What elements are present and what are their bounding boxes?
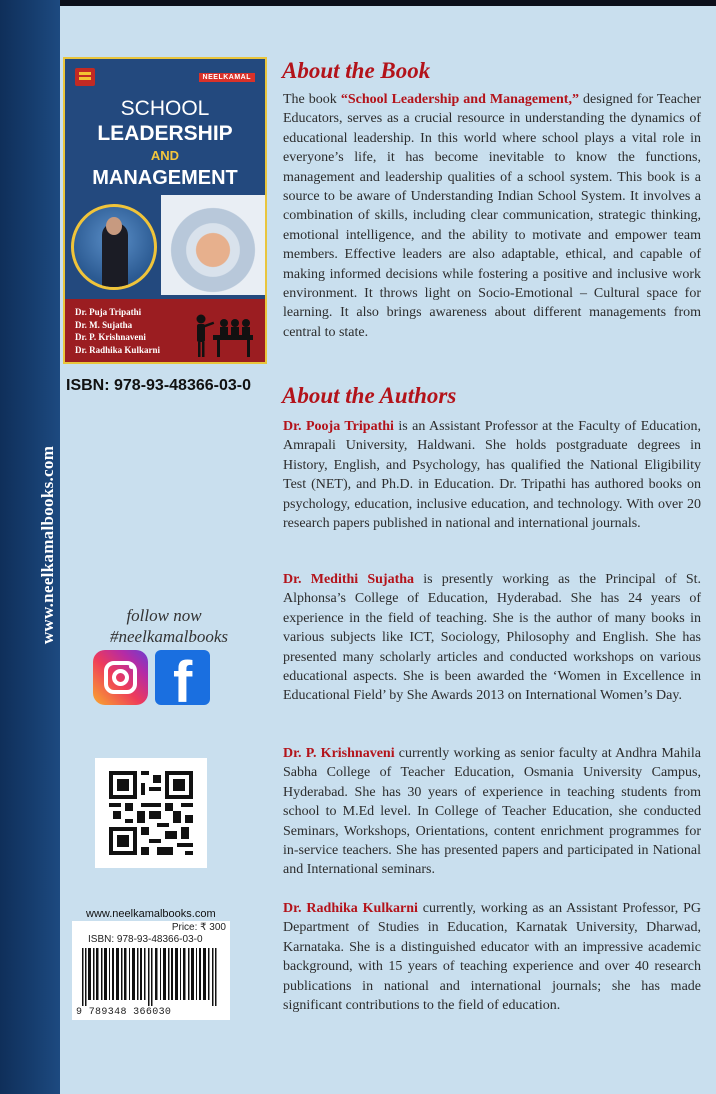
cover-title xyxy=(65,97,265,190)
author-bio-text: currently, working as an Assistant Professor, PG Department of Studies in Education, Karnatak University, Dharwad, Karnataka. She is a distinguished educator with an impressive academic background, with 15 years of teaching experience and over 40 research publications in national and international journals; she has made significant contributions to the field of education. xyxy=(283,901,701,1014)
qr-code xyxy=(95,758,207,868)
author-name: Dr. Pooja Tripathi xyxy=(283,419,394,434)
about-book-text xyxy=(283,90,701,342)
cover-title-line: AND xyxy=(150,148,180,163)
barcode-block xyxy=(72,908,230,1020)
cover-photo-team-hands xyxy=(161,195,265,295)
instagram-icon xyxy=(93,650,148,705)
cover-authors xyxy=(75,306,160,356)
author-bio-text: is an Assistant Professor at the Faculty of Education, Amrapali University, Haldwani. She holds postgraduate degrees in History, English, and Psychology, has qualified the National Eligibility Test (NET), and Ph.D. in Education. Dr. Tripathi has authored books on psychology, education, inclusive education, and technology. With over 20 research papers published in national and international journals. xyxy=(283,419,702,532)
author-bio xyxy=(283,570,701,706)
author-bio-text: currently working as senior faculty at Andhra Mahila Sabha College of Teacher Education, Osmania University Campus, Hyderabad. She has 30 years of experience in teaching students from school to M.Ed level. In College of Teacher Education, she conducted Seminars, Workshops, Orientations, content enrichment programmes for in-service teachers. She has presented papers and participated in National and International seminars. xyxy=(283,746,701,878)
hashtag: #neelkamalbooks xyxy=(110,627,229,646)
cover-author: Dr. P. Krishnaveni xyxy=(75,332,146,342)
book-title-quote: “School Leadership and Management,” xyxy=(340,92,579,107)
price: Price: ₹ 300 xyxy=(171,922,226,933)
meeting-silhouette-icon xyxy=(193,313,259,357)
about-book-intro: The book xyxy=(283,92,341,107)
about-authors-heading: About the Authors xyxy=(282,383,457,408)
about-book-heading: About the Book xyxy=(282,58,431,83)
cover-author: Dr. Radhika Kulkarni xyxy=(75,344,160,355)
spine-website: www.neelkamalbooks.com xyxy=(38,445,57,645)
follow-text xyxy=(110,605,229,647)
author-bio-text: is presently working as the Principal of St. Alphonsa’s College of Education, Hyderabad. She has 24 years of experience in the field of teaching. She is the author of many books in various subjects like ICT, Sociology, Philosophy and English. She has presented many scholarly articles and conducted workshops on various educational aspects. She is been awarded the ‘Women in Excellence in Educational Field’ by She Awards 2013 on International Women’s Day. xyxy=(283,572,702,704)
author-bio xyxy=(283,417,701,533)
facebook-icon: f xyxy=(155,650,210,705)
about-book-body: designed for Teacher Educators, serves as a crucial resource in understanding the dynamics of educational leadership. In this world where school plays a vital role in everyone’s life, it has become inevitable to know the functions, management and leadership qualities of a school system. This book is a source to be aware of Understanding Indian School System. It involves a combination of skills, including clear communication, strategic thinking, emotional intelligence, and the ability to motivate and empower team members. Effective leaders are also adaptable, ethical, and capable of making informed decisions while fostering a positive and inclusive work environment. It throws light on Socio-Emotional – Cultural space for learning. It also brings awareness about different managements from central to state. xyxy=(283,92,702,340)
cover-title-line: SCHOOL xyxy=(120,97,210,120)
isbn-label: ISBN: 978-93-48366-03-0 xyxy=(66,377,251,394)
cover-author: Dr. M. Sujatha xyxy=(75,319,133,330)
publisher-logo-icon xyxy=(75,68,95,86)
qr-code-icon xyxy=(109,771,193,855)
barcode-digits: 9 789348 366030 xyxy=(76,1007,172,1018)
author-bio xyxy=(283,899,701,1015)
cover-title-line: LEADERSHIP xyxy=(97,122,233,145)
cover-thumbnail xyxy=(63,57,267,364)
barcode-website: www.neelkamalbooks.com xyxy=(86,908,216,920)
author-name: Dr. P. Krishnaveni xyxy=(283,746,395,761)
barcode-icon xyxy=(82,948,220,1006)
cover-brand: NEELKAMAL xyxy=(199,73,255,82)
cover-author: Dr. Puja Tripathi xyxy=(75,307,142,317)
follow-line: follow now xyxy=(126,606,202,625)
cover-photo-teacher xyxy=(71,204,157,290)
cover-title-line: MANAGEMENT xyxy=(92,167,238,189)
spine xyxy=(0,0,60,1094)
barcode-isbn: ISBN: 978-93-48366-03-0 xyxy=(88,934,203,945)
author-bio xyxy=(283,744,701,880)
top-edge xyxy=(0,0,716,6)
author-name: Dr. Medithi Sujatha xyxy=(283,572,415,587)
author-name: Dr. Radhika Kulkarni xyxy=(283,901,418,916)
